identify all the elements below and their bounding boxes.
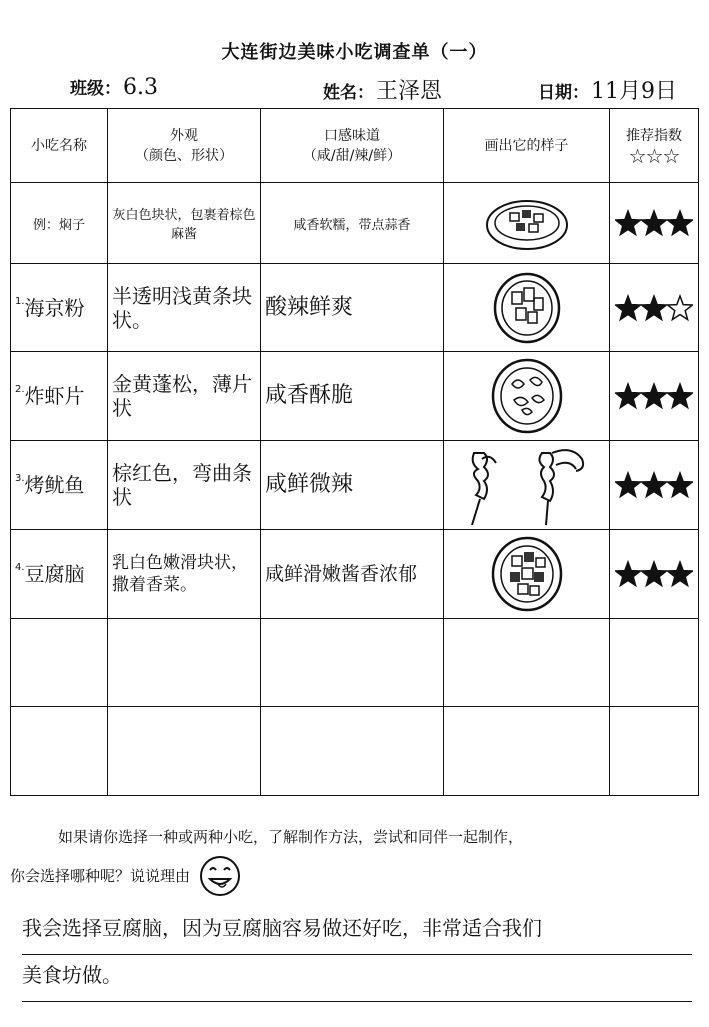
rating-stars-icon: [614, 559, 694, 589]
header-draw: 画出它的样子: [444, 109, 610, 183]
snack-taste-text: 咸香酥脆: [265, 383, 354, 409]
empty-cell: [444, 707, 610, 796]
answer-line-1: 我会选择豆腐脑，因为豆腐脑容易做还好吃，非常适合我们: [22, 908, 692, 955]
table-row: [11, 352, 699, 441]
shrimp-chips-drawing-icon: [482, 356, 572, 436]
example-row: [11, 183, 699, 263]
snack-rating: [610, 440, 699, 530]
grilled-squid-drawing-icon: [452, 443, 602, 527]
snack-taste: [261, 530, 444, 619]
header-taste-sub: （咸/甜/辣/鲜）: [302, 147, 402, 164]
smiley-face-icon: [198, 854, 242, 898]
snack-look: [108, 530, 261, 619]
snack-drawing: [444, 263, 610, 352]
snack-taste: [261, 352, 444, 441]
filled-star-icon: [616, 211, 641, 235]
example-rating: [610, 183, 699, 263]
tofu-pudding-drawing-icon: [482, 534, 572, 614]
answer-line-2: 美食坊做。: [22, 955, 692, 1002]
snack-look-text: 乳白色嫩滑块状，撒着香菜。: [112, 553, 248, 596]
bowl-drawing-icon: [482, 193, 572, 253]
empty-cell: [261, 707, 444, 796]
snack-drawing: [444, 440, 610, 530]
question-line-2: [10, 867, 242, 885]
table-row: [11, 263, 699, 352]
filled-star-icon: [668, 384, 693, 408]
snack-taste: [261, 263, 444, 352]
snack-name: 豆腐脑: [24, 562, 85, 587]
snack-rating: [610, 530, 699, 619]
header-look: [108, 109, 261, 183]
snack-drawing: [444, 530, 610, 619]
header-taste: [261, 109, 444, 183]
noodle-bowl-drawing-icon: [482, 270, 572, 346]
snack-taste-text: 咸鲜微辣: [265, 472, 354, 498]
snack-rating: [610, 263, 699, 352]
snack-name-cell: [11, 530, 108, 619]
snack-look: [108, 352, 261, 441]
snack-rating: [610, 352, 699, 441]
snack-name-cell: [11, 352, 108, 441]
header-look-sub: （颜色、形状）: [135, 147, 233, 164]
rating-stars-icon: [614, 208, 694, 238]
rating-stars-svg: [615, 293, 693, 323]
filled-star-icon: [616, 562, 641, 586]
empty-cell: [108, 707, 261, 796]
empty-table-row: [11, 618, 699, 707]
snack-name: 烤鱿鱼: [24, 473, 85, 498]
filled-star-icon: [668, 211, 693, 235]
snack-look-text: 半透明浅黄条块状。: [112, 283, 252, 332]
snack-look-text: 棕红色，弯曲条状: [112, 461, 252, 510]
question-text: [10, 820, 705, 898]
snack-look: [108, 440, 261, 530]
snack-look-text: 金黄蓬松，薄片状: [112, 372, 252, 421]
snack-name: 海京粉: [24, 295, 85, 320]
snack-taste: [261, 440, 444, 530]
rating-stars-svg: [615, 559, 693, 589]
header-rating: [610, 109, 699, 183]
filled-star-icon: [642, 562, 667, 586]
filled-star-icon: [642, 473, 667, 497]
example-name: 例：焖子: [11, 183, 108, 263]
rating-stars-svg: [615, 381, 693, 411]
header-rating-stars-icon: ☆☆☆: [628, 143, 680, 168]
date-label: 日期：: [538, 83, 589, 103]
snack-taste-text: 咸鲜滑嫩酱香浓郁: [265, 563, 418, 586]
empty-cell: [610, 707, 699, 796]
empty-cell: [444, 618, 610, 707]
header-name: 小吃名称: [11, 109, 108, 183]
rating-stars-icon: [614, 293, 694, 323]
table-header-row: [11, 109, 699, 183]
empty-cell: [11, 707, 108, 796]
name-value: 王泽恩: [376, 79, 443, 104]
date-field: [538, 74, 677, 105]
filled-star-icon: [642, 211, 667, 235]
empty-cell: [11, 618, 108, 707]
filled-star-icon: [668, 473, 693, 497]
row-number: 4.: [15, 562, 25, 574]
empty-table-row: [11, 707, 699, 796]
question-line-1: 如果请你选择一种或两种小吃，了解制作方法，尝试和同伴一起制作，: [58, 828, 524, 846]
example-drawing: [444, 183, 610, 263]
snack-look: [108, 263, 261, 352]
name-field: [323, 74, 442, 105]
empty-cell: [610, 618, 699, 707]
date-value: 11月9日: [591, 79, 677, 104]
row-number: 1.: [15, 295, 25, 307]
snack-drawing: [444, 352, 610, 441]
page-title: 大连街边美味小吃调查单（一）: [221, 42, 488, 63]
filled-star-icon: [616, 473, 641, 497]
table-row: [11, 440, 699, 530]
class-label: 班级：: [70, 79, 121, 99]
row-number: 3.: [15, 473, 25, 485]
filled-star-icon: [642, 384, 667, 408]
example-taste: 咸香软糯，带点蒜香: [261, 183, 444, 263]
empty-star-icon: [668, 296, 693, 320]
filled-star-icon: [616, 384, 641, 408]
snack-name-cell: [11, 263, 108, 352]
row-number: 2.: [15, 384, 25, 396]
rating-stars-icon: [614, 381, 694, 411]
filled-star-icon: [668, 562, 693, 586]
rating-stars-svg: [615, 470, 693, 500]
class-value: 6.3: [123, 75, 158, 100]
example-look: 灰白色块状，包裹着棕色麻酱: [108, 183, 261, 263]
snack-survey-table: [10, 108, 699, 796]
header-look-title: 外观: [170, 127, 198, 144]
name-label: 姓名：: [323, 83, 374, 103]
filled-star-icon: [642, 296, 667, 320]
header-rating-title: 推荐指数: [626, 127, 682, 144]
question-line-2-text: 你会选择哪种呢？说说理由: [10, 866, 191, 885]
empty-cell: [108, 618, 261, 707]
snack-taste-text: 酸辣鲜爽: [265, 294, 354, 320]
snack-name: 炸虾片: [24, 384, 85, 409]
rating-stars-icon: [614, 470, 694, 500]
table-row: [11, 530, 699, 619]
empty-cell: [261, 618, 444, 707]
header-taste-title: 口感味道: [324, 127, 380, 144]
rating-stars-svg: [615, 208, 693, 238]
filled-star-icon: [616, 296, 641, 320]
answer-area: [22, 908, 692, 1002]
class-field: [70, 74, 158, 100]
snack-name-cell: [11, 440, 108, 530]
